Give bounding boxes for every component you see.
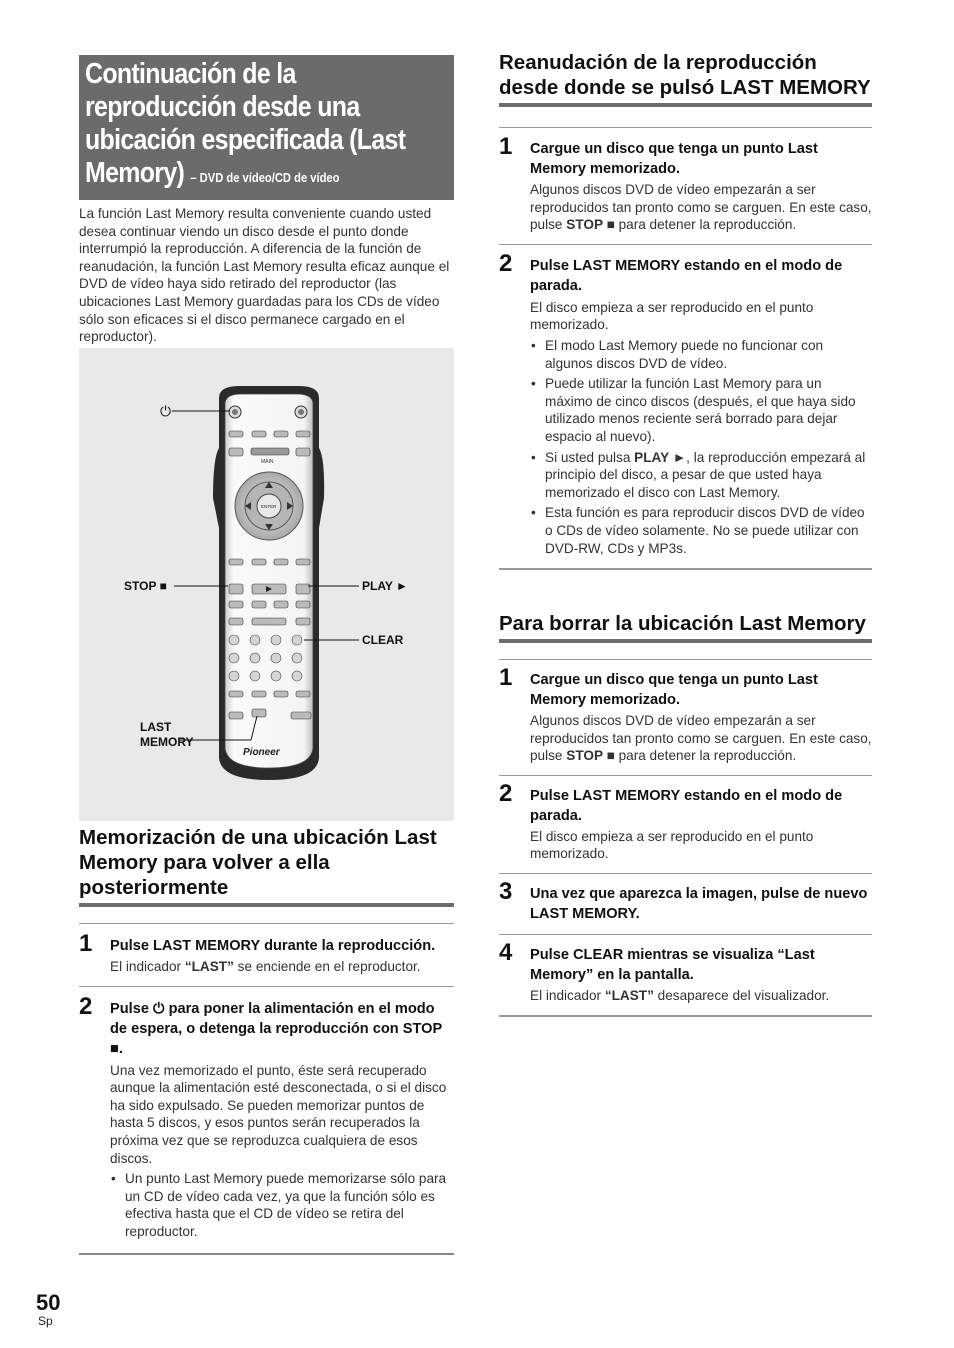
step-2 — [79, 992, 454, 1241]
svg-text:Pioneer: Pioneer — [243, 747, 280, 758]
step-detail: Algunos discos DVD de vídeo empezarán a ser reproducidos tan pronto como se carguen. En este caso, pulse STOP ■ para detener la reproducción. — [530, 713, 872, 764]
svg-text:ENTER: ENTER — [261, 504, 277, 509]
step-divider — [79, 986, 454, 987]
bullet-list — [530, 337, 872, 557]
step-instruction: Pulse LAST MEMORY estando en el modo de parada. — [530, 787, 843, 824]
step-detail: El disco empieza a ser reproducido en el punto memorizado. — [530, 828, 814, 862]
step-number: 1 — [499, 664, 513, 692]
section-subtitle: – DVD de vídeo/CD de vídeo — [190, 170, 340, 185]
step-number: 3 — [499, 878, 513, 906]
step-instruction: Cargue un disco que tenga un punto Last Memory memorizado. — [530, 672, 818, 709]
resume-step-2 — [499, 249, 872, 557]
memorize-section — [79, 825, 454, 1255]
step-detail: El disco empieza a ser reproducido en el punto memorizado. — [530, 299, 814, 333]
bullet-item: • Esta función es para reproducir discos DVD de vídeo o CDs de vídeo solamente. No se puede utilizar con DVD-RW, CDs y MP3s. — [530, 504, 872, 557]
clear-step-1 — [499, 664, 872, 765]
right-column — [499, 50, 872, 1017]
remote-control-figure — [79, 348, 454, 821]
step-number: 2 — [79, 992, 93, 1020]
section-title-box — [79, 55, 454, 200]
section-heading: Memorización de una ubicación Last Memory para volver a ella posteriormente — [79, 826, 437, 899]
step-instruction: Pulse LAST MEMORY durante la reproducción. — [110, 938, 436, 954]
step-number: 1 — [79, 930, 93, 957]
bullet-list — [110, 1170, 454, 1240]
section-end-rule — [499, 1015, 872, 1017]
bullet-item: • Un punto Last Memory puede memorizarse sólo para un CD de vídeo cada vez, ya que la función sólo es efectiva hasta que el CD de vídeo se retira del reproductor. — [110, 1170, 454, 1240]
heading-rule — [499, 103, 872, 107]
step-detail: Algunos discos DVD de vídeo empezarán a ser reproducidos tan pronto como se carguen. En este caso, pulse STOP ■ para detener la reproducción. — [530, 182, 872, 233]
page-number: 50 — [36, 1290, 61, 1315]
resume-step-1 — [499, 133, 872, 234]
step-divider — [499, 127, 872, 128]
power-icon: ⏻ — [160, 403, 172, 419]
svg-text:MAIN: MAIN — [261, 459, 274, 465]
step-number: 1 — [499, 133, 513, 160]
step-number: 2 — [499, 779, 513, 807]
step-divider — [499, 659, 872, 660]
step-divider — [499, 775, 872, 776]
step-1 — [79, 930, 454, 976]
step-divider — [499, 244, 872, 245]
language-code: Sp — [38, 1314, 53, 1328]
step-number: 4 — [499, 939, 513, 967]
step-instruction: Cargue un disco que tenga un punto Last Memory memorizado. — [530, 141, 818, 177]
step-detail: El indicador “LAST” se enciende en el reproductor. — [110, 959, 421, 974]
step-instruction: Pulse LAST MEMORY estando en el modo de parada. — [530, 257, 843, 294]
stop-label: STOP ■ — [124, 579, 167, 593]
step-instruction: Pulse CLEAR mientras se visualiza “Last Memory” en la pantalla. — [530, 947, 815, 984]
step-divider — [79, 923, 454, 924]
section-heading: Para borrar la ubicación Last Memory — [499, 612, 866, 636]
section-end-rule — [499, 568, 872, 570]
bullet-item: • Si usted pulsa PLAY ►, la reproducción empezará al principio del disco, a pesar de que usted haya memorizado el disco con Last Memory. — [530, 449, 872, 502]
heading-rule — [499, 639, 872, 643]
step-detail: Una vez memorizado el punto, éste será recuperado aunque la alimentación esté desconectada, o si el disco ha sido expulsado. Se pueden memorizar puntos de hasta 5 discos, y esos puntos serán recuperados la próxima vez que se reproduzca cualquiera de esos discos. — [110, 1062, 447, 1166]
intro-paragraph: La función Last Memory resulta conveniente cuando usted desea continuar viendo un disco desde el punto donde interrumpió la reproducción. A diferencia de la función de reanudación, la función Last Memory resulta eficaz aunque el DVD de vídeo haya sido retirado del reproductor (las ubicaciones Last Memory guardadas para los CDs de vídeo sólo son eficaces si el disco permanece cargado en el reproductor). — [79, 206, 450, 345]
clear-step-3 — [499, 878, 872, 924]
section-heading: Reanudación de la reproducción desde donde se pulsó LAST MEMORY — [499, 51, 871, 99]
play-label: PLAY ► — [362, 579, 408, 593]
heading-rule — [79, 903, 454, 907]
step-instruction: Pulse ⏻ para poner la alimentación en el modo de espera, o detenga la reproducción con STOP ■. — [110, 1000, 442, 1057]
step-divider — [499, 873, 872, 874]
left-column — [79, 55, 454, 386]
step-instruction: Una vez que aparezca la imagen, pulse de nuevo LAST MEMORY. — [530, 886, 868, 923]
bullet-item: • El modo Last Memory puede no funcionar con algunos discos DVD de vídeo. — [530, 337, 872, 372]
step-number: 2 — [499, 249, 513, 277]
step-detail: El indicador “LAST” desaparece del visualizador. — [530, 988, 830, 1004]
clear-step-4 — [499, 939, 872, 1005]
section-end-rule — [79, 1253, 454, 1255]
clear-step-2 — [499, 779, 872, 863]
last-label: LAST — [140, 720, 172, 734]
clear-label: CLEAR — [362, 633, 404, 647]
bullet-item: • Puede utilizar la función Last Memory para un máximo de cinco discos (después, el que haya sido utilizado menos reciente será borrado para dejar espacio al nuevo). — [530, 375, 872, 445]
memory-label: MEMORY — [140, 735, 194, 749]
section-title: Continuación de la reproducción desde una ubicación especificada (Last Memory) – DVD de vídeo/CD de vídeo — [85, 58, 406, 189]
step-divider — [499, 934, 872, 935]
